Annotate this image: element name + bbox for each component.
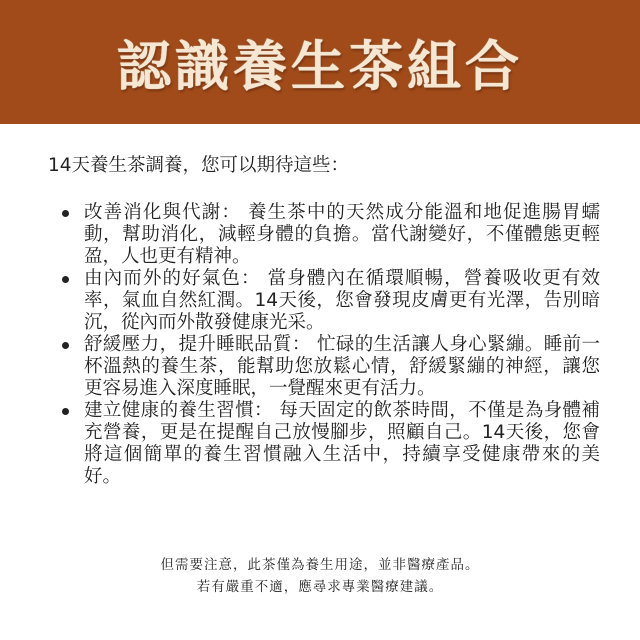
disclaimer [0, 554, 640, 598]
bullet-icon [62, 408, 69, 415]
bullet-icon [62, 276, 69, 283]
benefit-list [48, 202, 600, 488]
list-item [62, 202, 600, 268]
header-banner [0, 0, 640, 124]
benefit-text: 由內而外的好氣色： 當身體內在循環順暢，營養吸收更有效率，氣血自然紅潤。14天後，您會發現皮膚更有光澤，告別暗沉，從內而外散發健康光采。 [84, 268, 600, 333]
disclaimer-line: 但需要注意，此茶僅為養生用途，並非醫療產品。 [160, 557, 480, 573]
intro-text: 14天養生茶調養，您可以期待這些： [48, 155, 350, 176]
content-area [0, 124, 640, 640]
disclaimer-line: 若有嚴重不適，應尋求專業醫療建議。 [196, 579, 444, 595]
list-item [62, 268, 600, 334]
bullet-icon [62, 210, 69, 217]
bullet-icon [62, 342, 69, 349]
benefit-text: 舒緩壓力，提升睡眠品質： 忙碌的生活讓人身心緊繃。睡前一杯溫熱的養生茶，能幫助您放鬆心情，舒緩緊繃的神經，讓您更容易進入深度睡眠，一覺醒來更有活力。 [84, 334, 600, 399]
list-item [62, 400, 600, 488]
benefit-text: 改善消化與代謝： 養生茶中的天然成分能溫和地促進腸胃蠕動，幫助消化，減輕身體的負擔。當代謝變好，不僅體態更輕盈，人也更有精神。 [84, 202, 600, 267]
page-title: 認識養生茶組合 [117, 33, 523, 98]
list-item [62, 334, 600, 400]
benefit-text: 建立健康的養生習慣： 每天固定的飲茶時間，不僅是為身體補充營養，更是在提醒自己放慢腳步，照顧自己。14天後，您會將這個簡單的養生習慣融入生活中，持續享受健康帶來的美好。 [84, 400, 600, 487]
